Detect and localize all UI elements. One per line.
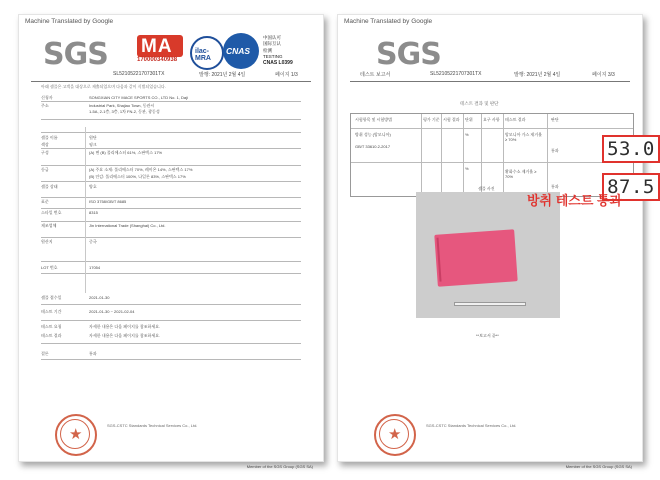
unit-cell: % [465,132,469,137]
requirement-cell: 황화수소 제거율 ≥ 70% [505,169,537,179]
footer-company: SGS-CSTC Standards Technical Services Co., Ltd. [107,423,198,428]
cnas-code: CNAS L0399 [263,60,293,66]
cnas-text-line: 检测 [263,47,272,53]
form-row: 샘플 상태 양호 [41,184,97,189]
report-header-row [47,71,313,79]
table-header: 단위 [465,117,473,122]
ruler [454,302,526,306]
test-results-table [350,113,634,197]
judgment-cell: 통과 [551,148,559,153]
table-header: 평가 기준 [423,117,440,122]
machine-translated-label: Machine Translated by Google [344,18,433,25]
report-label: 테스트 보고서 [360,72,391,78]
end-of-report: **보고서 끝** [476,333,499,338]
sample-photo [416,192,560,318]
ilac-label: ilac-MRA [195,48,211,62]
result-value-ammonia: 53.0 [602,135,660,163]
form-row: 테스트 결과 자세한 내용은 다음 페이지를 참조하세요. [41,333,161,338]
unit-cell: % [465,166,469,171]
cnas-text-line: 中国认可 [263,35,281,40]
form-row: 샘플 이름 원단 [41,135,97,140]
form-row: 샘플 접수일 2021-01-30 [41,295,110,300]
page-number: 페이지 1/3 [275,72,298,78]
section-title: 테스트 결과 및 판단 [460,101,499,106]
ma-certification-icon [137,35,191,65]
table-header: 판단 [551,117,559,122]
page-number: 페이지 3/3 [592,72,615,78]
form-row: 결론 통과 [41,351,97,356]
intro-text: 아래 샘플은 고객을 대상으로 제출되었으며 다음과 같이 식별되었습니다. [41,84,166,89]
machine-translated-label: Machine Translated by Google [25,18,114,25]
sgs-logo: SGS [43,37,108,72]
photo-title: 샘플 사진 [478,186,495,191]
form-row: 테스트 요청 자세한 내용은 다음 페이지를 참조하세요. [41,324,161,329]
member-of-sgs: Member of the SGS Group (SGS SA) [246,464,313,469]
form-row: 등급 (A) 주요 소재: 폴리에스터 70%, 레이온 14%, 스판덱스 17% [41,167,193,172]
header-rule [31,81,311,82]
report-header-row [360,71,632,79]
form-row: 원산지 중국 [41,239,97,244]
header-rule [350,81,630,82]
cnas-text-block [263,35,283,60]
footer-company: SGS-CSTC Standards Technical Services Co., Ltd. [426,423,517,428]
result-value-hydrogen-sulfide: 87.5 [602,173,660,201]
cnas-text-line: TESTING [263,53,283,59]
table-header: 시험항목 및 시험방법 [355,117,392,122]
ma-number: 170000340938 [137,57,178,63]
form-row: 신청자 SONGXIAN CITY MACE SPORTS CO., LTD No. 1, Daji [41,95,188,100]
sgs-seal-icon: ★ [55,414,97,456]
form-row: 스타일 번호 8315 [41,210,98,215]
issue-date: 발행: 2021년 2월 4일 [199,72,246,78]
form-row: (B) 안감: 폴리에스터 100%, 나일론 83%, 스판덱스 17% [89,174,186,179]
member-of-sgs: Member of the SGS Group (SGS SA) [565,464,632,469]
sgs-seal-icon: ★ [374,414,416,456]
deodorization-pass-callout: 방취 테스트 통과 [527,193,623,208]
issue-date: 발행: 2021년 2월 4일 [514,72,561,78]
ilac-mra-icon [190,36,224,70]
sgs-logo: SGS [376,37,441,72]
test-method: GB/T 33610.2-2017 [355,144,391,149]
cnas-label: CNAS [226,46,251,56]
table-header: 테스트 결과 [505,117,526,122]
requirement-cell: 암모니아 가스 제거율 ≥ 70% [505,132,542,142]
pink-fabric-sample [434,229,517,286]
form-row: LOT 번호 17054 [41,265,101,270]
form-row: 1-5A, 2-1층, 3층, 1차 FN-2, 동관, 광둥성 [89,109,160,114]
form-row: 테스트 기간 2021-01-30 ~ 2021-02-04 [41,309,135,314]
report-number: SL52105221707301TX [113,71,165,77]
cnas-text-line: 国际互认 [263,41,281,47]
test-item: 방취 성능 (암모니아) [355,132,391,137]
ma-label: MA [141,36,173,57]
report-page-1 [18,14,324,469]
form-row: 주소 Industrial Park, Shajiao Town, 동관시 [41,103,155,108]
report-number: SL52105221707301TX [430,71,482,77]
report-page-3 [337,14,655,469]
cnas-icon [223,33,259,69]
table-header: 시험 결과 [443,117,460,122]
form-row: 색상 핑크 [41,142,97,147]
form-row: 구성 (A) 면 (B) 폴리에스터 61%, 스판덱스 17% [41,150,163,155]
form-row: 표준 ISO 3758/GB/T 8685 [41,199,127,204]
judgment-cell: 통과 [551,184,559,189]
form-row: 제조업체 Jin International Trade (Shanghai) Co., Ltd. [41,223,166,228]
table-header: 요구 사항 [483,117,500,122]
